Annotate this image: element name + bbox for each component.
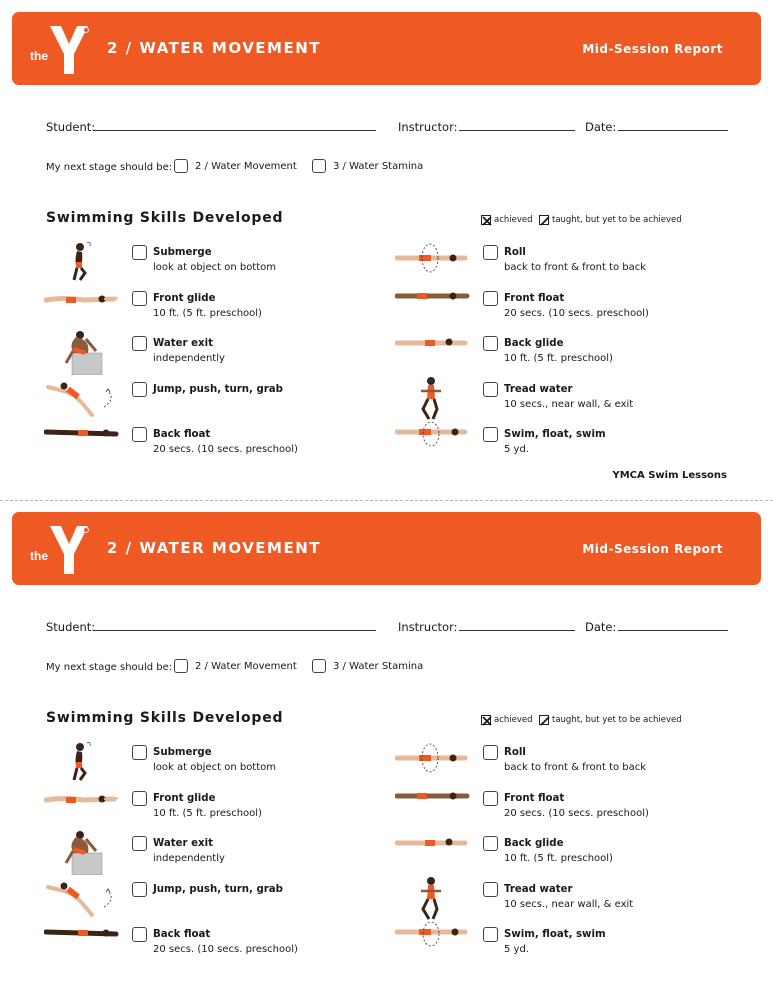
instructor-name-line[interactable] xyxy=(459,630,575,631)
student-name-line[interactable] xyxy=(93,130,376,131)
skill-description: 20 secs. (10 secs. preschool) xyxy=(153,944,298,955)
roll-figure-icon xyxy=(395,740,470,784)
skill-name: Jump, push, turn, grab xyxy=(153,883,283,895)
next-stage-option-label: 3 / Water Stamina xyxy=(333,660,424,672)
skill-name: Submerge xyxy=(153,247,212,258)
roll-figure-icon xyxy=(395,240,470,284)
next-stage-option[interactable] xyxy=(312,159,423,173)
submerge-figure-icon xyxy=(44,240,119,284)
skill-name: Roll xyxy=(504,247,526,258)
submerge-figure-icon xyxy=(44,740,119,784)
report-header-banner xyxy=(12,512,761,585)
skill-item xyxy=(44,877,374,921)
front-float-figure-icon xyxy=(395,786,470,830)
front-glide-figure-icon xyxy=(44,286,119,330)
skill-name: Front glide xyxy=(153,292,216,304)
skill-item xyxy=(44,831,374,875)
skill-item xyxy=(395,331,725,375)
next-stage-option-label: 2 / Water Movement xyxy=(195,660,297,672)
skill-name: Swim, float, swim xyxy=(504,929,606,940)
date-line[interactable] xyxy=(618,130,728,131)
next-stage-option-label: 3 / Water Stamina xyxy=(333,160,424,172)
skill-checkbox[interactable] xyxy=(132,291,147,306)
skill-checkbox[interactable] xyxy=(483,336,498,351)
skill-description: 10 ft. (5 ft. preschool) xyxy=(504,853,613,864)
date-label: Date: xyxy=(585,120,617,134)
report-type-label: Mid-Session Report xyxy=(582,542,723,556)
front-float-figure-icon xyxy=(395,286,470,330)
front-glide-figure-icon xyxy=(44,786,119,830)
skill-checkbox[interactable] xyxy=(132,245,147,260)
skill-item xyxy=(44,286,374,330)
legend-achieved xyxy=(481,215,533,225)
legend-taught xyxy=(539,715,682,725)
instructor-label: Instructor: xyxy=(398,120,458,134)
student-label: Student: xyxy=(46,120,96,134)
skill-description: 10 secs., near wall, & exit xyxy=(504,398,634,410)
stage-title: 2 / WATER MOVEMENT xyxy=(107,539,322,557)
swim-float-swim-figure-icon xyxy=(395,422,470,466)
skill-checkbox[interactable] xyxy=(483,245,498,260)
swim-float-swim-figure-icon xyxy=(395,922,470,966)
skill-item xyxy=(395,922,725,966)
next-stage-option[interactable] xyxy=(174,659,297,673)
skill-name: Front float xyxy=(504,792,565,804)
next-stage-label: My next stage should be: xyxy=(46,162,173,173)
skill-name: Front glide xyxy=(153,792,216,804)
skill-description: 10 ft. (5 ft. preschool) xyxy=(153,307,262,319)
skill-item xyxy=(395,422,725,466)
legend-achieved-label: achieved xyxy=(494,715,533,725)
skill-item xyxy=(395,740,725,784)
tread-water-figure-icon xyxy=(395,377,470,421)
back-glide-figure-icon xyxy=(395,831,470,875)
skill-checkbox[interactable] xyxy=(483,882,498,897)
back-float-figure-icon xyxy=(44,422,119,466)
skill-name: Back float xyxy=(153,929,211,940)
legend-taught-label: taught, but yet to be achieved xyxy=(552,215,682,225)
date-line[interactable] xyxy=(618,630,728,631)
tread-water-figure-icon xyxy=(395,877,470,921)
skill-name: Tread water xyxy=(504,883,573,895)
skill-description: independently xyxy=(153,353,225,364)
ymca-logo-icon xyxy=(28,20,92,78)
footer-brand: YMCA Swim Lessons xyxy=(612,470,727,481)
skill-checkbox[interactable] xyxy=(483,836,498,851)
taught-slash-icon xyxy=(539,215,549,225)
skill-description: back to front & front to back xyxy=(504,262,647,273)
skill-description: 20 secs. (10 secs. preschool) xyxy=(504,807,649,819)
next-stage-label: My next stage should be: xyxy=(46,662,173,673)
report-type-label: Mid-Session Report xyxy=(582,42,723,56)
svg-text:the: the xyxy=(30,49,48,63)
skill-checkbox[interactable] xyxy=(132,927,147,942)
instructor-name-line[interactable] xyxy=(459,130,575,131)
legend-taught-label: taught, but yet to be achieved xyxy=(552,715,682,725)
next-stage-option-label: 2 / Water Movement xyxy=(195,160,297,172)
skill-checkbox[interactable] xyxy=(483,927,498,942)
next-stage-checkbox[interactable] xyxy=(312,659,326,673)
skill-item xyxy=(395,377,725,421)
skill-description: independently xyxy=(153,853,225,864)
skill-description: 10 secs., near wall, & exit xyxy=(504,898,634,910)
skill-checkbox[interactable] xyxy=(132,882,147,897)
skill-name: Tread water xyxy=(504,383,573,395)
next-stage-option[interactable] xyxy=(174,159,297,173)
next-stage-checkbox[interactable] xyxy=(174,159,188,173)
taught-slash-icon xyxy=(539,715,549,725)
student-name-line[interactable] xyxy=(93,630,376,631)
next-stage-checkbox[interactable] xyxy=(174,659,188,673)
skill-name: Front float xyxy=(504,292,565,304)
skill-item xyxy=(44,240,374,284)
skill-name: Submerge xyxy=(153,747,212,758)
skill-description: back to front & front to back xyxy=(504,762,647,773)
next-stage-checkbox[interactable] xyxy=(312,159,326,173)
student-label: Student: xyxy=(46,620,96,634)
skill-checkbox[interactable] xyxy=(483,791,498,806)
back-float-figure-icon xyxy=(44,922,119,966)
skill-item xyxy=(44,786,374,830)
skill-description: 20 secs. (10 secs. preschool) xyxy=(153,444,298,455)
instructor-label: Instructor: xyxy=(398,620,458,634)
skill-name: Jump, push, turn, grab xyxy=(153,383,283,395)
jump-figure-icon xyxy=(44,877,119,921)
achieved-x-icon xyxy=(481,215,491,225)
skill-name: Water exit xyxy=(153,838,213,849)
skill-item xyxy=(395,877,725,921)
skill-name: Roll xyxy=(504,747,526,758)
skill-item xyxy=(395,786,725,830)
skill-name: Back glide xyxy=(504,838,564,849)
skill-description: 5 yd. xyxy=(504,944,529,955)
skill-name: Swim, float, swim xyxy=(504,429,606,440)
legend-achieved xyxy=(481,715,533,725)
skill-description: look at object on bottom xyxy=(153,262,277,273)
stage-title: 2 / WATER MOVEMENT xyxy=(107,39,322,57)
skill-checkbox[interactable] xyxy=(132,745,147,760)
skill-description: 5 yd. xyxy=(504,444,529,455)
skill-checkbox[interactable] xyxy=(132,336,147,351)
skill-name: Water exit xyxy=(153,338,213,349)
skill-item xyxy=(395,240,725,284)
back-glide-figure-icon xyxy=(395,331,470,375)
skill-description: 10 ft. (5 ft. preschool) xyxy=(504,353,613,364)
svg-text:the: the xyxy=(30,549,48,563)
skill-item xyxy=(44,331,374,375)
legend-taught xyxy=(539,215,682,225)
skill-item xyxy=(44,422,374,466)
section-title: Swimming Skills Developed xyxy=(46,210,284,226)
skill-checkbox[interactable] xyxy=(132,382,147,397)
section-title: Swimming Skills Developed xyxy=(46,710,284,726)
legend-achieved-label: achieved xyxy=(494,215,533,225)
skill-checkbox[interactable] xyxy=(483,745,498,760)
skill-description: 20 secs. (10 secs. preschool) xyxy=(504,307,649,319)
achieved-x-icon xyxy=(481,715,491,725)
skill-checkbox[interactable] xyxy=(132,836,147,851)
next-stage-option[interactable] xyxy=(312,659,423,673)
report-header-banner xyxy=(12,12,761,85)
jump-figure-icon xyxy=(44,377,119,421)
skill-name: Back glide xyxy=(504,338,564,349)
water-exit-figure-icon xyxy=(44,831,119,875)
mid-session-report xyxy=(0,500,773,1000)
skill-checkbox[interactable] xyxy=(483,427,498,442)
skill-item xyxy=(395,286,725,330)
skill-name: Back float xyxy=(153,429,211,440)
skill-item xyxy=(44,740,374,784)
skill-item xyxy=(44,922,374,966)
date-label: Date: xyxy=(585,620,617,634)
water-exit-figure-icon xyxy=(44,331,119,375)
skill-checkbox[interactable] xyxy=(483,382,498,397)
ymca-logo-icon xyxy=(28,520,92,578)
skill-description: 10 ft. (5 ft. preschool) xyxy=(153,807,262,819)
skill-checkbox[interactable] xyxy=(483,291,498,306)
skill-checkbox[interactable] xyxy=(132,427,147,442)
skill-item xyxy=(44,377,374,421)
skill-description: look at object on bottom xyxy=(153,762,277,773)
skill-checkbox[interactable] xyxy=(132,791,147,806)
skill-item xyxy=(395,831,725,875)
